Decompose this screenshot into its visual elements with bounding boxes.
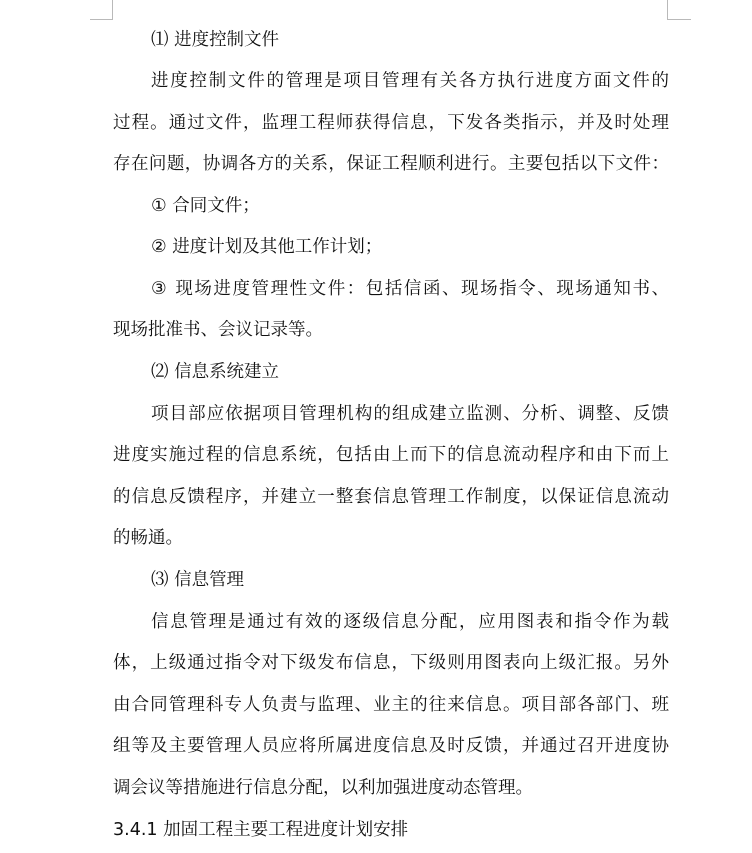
paragraph-line: 调会议等措施进行信息分配，以利加强进度动态管理。 <box>113 778 533 798</box>
section-heading-information-management: ⑶ 信息管理 <box>151 570 245 590</box>
list-item-progress-plan: ② 进度计划及其他工作计划； <box>151 237 383 257</box>
paragraph-line: 组等及主要管理人员应将所属进度信息及时反馈，并通过召开进度协 <box>113 736 669 756</box>
paragraph-line: 的畅通。 <box>113 528 183 548</box>
paragraph-line: 进度控制文件的管理是项目管理有关各方执行进度方面文件的 <box>151 71 669 91</box>
crop-mark-top-left-horizontal <box>90 19 113 20</box>
crop-mark-top-right-vertical <box>667 0 668 20</box>
list-item-continuation: 现场批准书、会议记录等。 <box>113 320 323 340</box>
paragraph-line: 信息管理是通过有效的逐级信息分配，应用图表和指令作为载 <box>151 612 669 632</box>
list-item-site-management-files: ③ 现场进度管理性文件：包括信函、现场指令、现场通知书、 <box>151 279 669 299</box>
paragraph-line: 过程。通过文件，监理工程师获得信息，下发各类指示，并及时处理 <box>113 113 669 133</box>
paragraph-line: 存在问题，协调各方的关系，保证工程顺利进行。主要包括以下文件： <box>113 154 669 174</box>
section-heading-progress-control-files: ⑴ 进度控制文件 <box>151 30 280 50</box>
paragraph-line: 由合同管理科专人负责与监理、业主的往来信息。项目部各部门、班 <box>113 695 669 715</box>
paragraph-line: 项目部应依据项目管理机构的组成建立监测、分析、调整、反馈 <box>151 404 669 424</box>
paragraph-line: 的信息反馈程序，并建立一整套信息管理工作制度，以保证信息流动 <box>113 487 669 507</box>
crop-mark-top-right-horizontal <box>667 19 691 20</box>
subsection-heading-3-4-1: 3.4.1 加固工程主要工程进度计划安排 <box>113 820 409 840</box>
section-heading-information-system: ⑵ 信息系统建立 <box>151 362 280 382</box>
paragraph-line: 进度实施过程的信息系统，包括由上而下的信息流动程序和由下而上 <box>113 445 669 465</box>
crop-mark-top-left-vertical <box>112 0 113 20</box>
list-item-contract-files: ① 合同文件； <box>151 196 260 216</box>
paragraph-line: 体，上级通过指令对下级发布信息，下级则用图表向上级汇报。另外 <box>113 653 669 673</box>
